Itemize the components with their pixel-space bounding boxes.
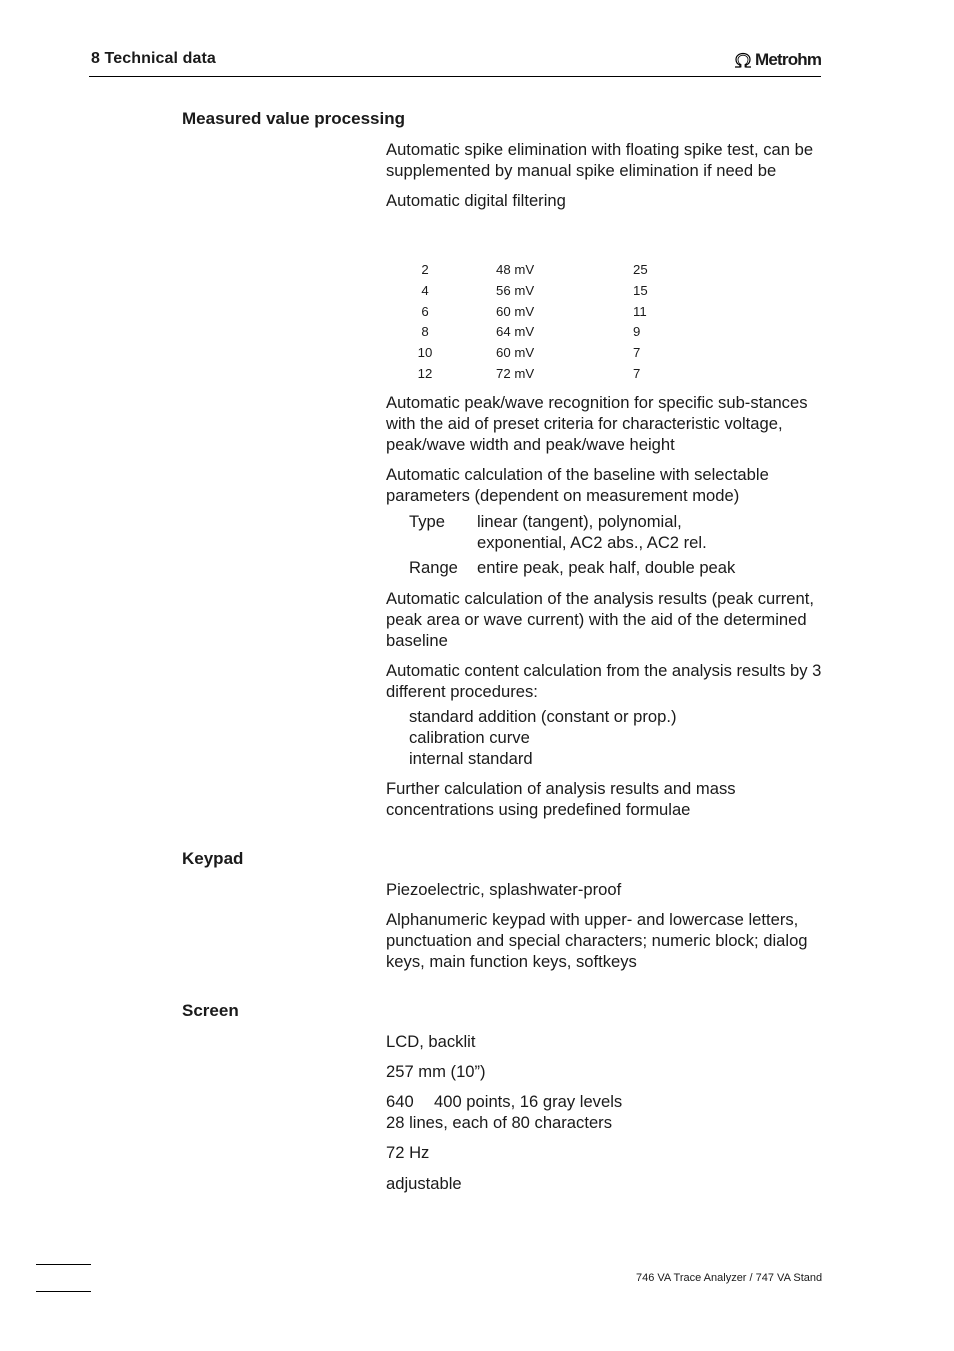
type-value-1: linear (tangent), polynomial, xyxy=(477,512,682,531)
table-cell: 15 xyxy=(633,282,648,298)
further-calc-text: Further calculation of analysis results and mass concentrations using predefined formulae xyxy=(386,779,736,819)
metrohm-logo xyxy=(733,50,821,70)
filter-table-row xyxy=(405,322,667,343)
footer-rule-top xyxy=(36,1264,91,1265)
range-label: Range xyxy=(409,557,458,577)
resolution-number: 640 xyxy=(386,1092,414,1111)
list-item: calibration curve xyxy=(409,727,530,747)
screen-contrast-text: adjustable xyxy=(386,1174,462,1193)
content-calc-text: Automatic content calculation from the analysis results by 3 different procedures: xyxy=(386,661,822,701)
keypad-type-text: Piezoelectric, splashwater-proof xyxy=(386,880,622,899)
screen-lines-text: 28 lines, each of 80 characters xyxy=(386,1112,612,1132)
section-heading-screen: Screen xyxy=(182,1001,239,1020)
filter-table-row xyxy=(405,364,667,385)
screen-display-text: LCD, backlit xyxy=(386,1032,476,1051)
keypad-description-text: Alphanumeric keypad with upper- and lowercase letters, punctuation and special characters; numeric block; dialog keys, main function keys, softkeys xyxy=(386,910,808,971)
baseline-range-row xyxy=(409,558,735,579)
baseline-type-row xyxy=(409,512,735,533)
type-label: Type xyxy=(409,512,445,531)
table-cell: 6 xyxy=(421,303,429,319)
analysis-results-text: Automatic calculation of the analysis results (peak current, peak area or wave current) with the aid of the determined baseline xyxy=(386,589,814,650)
baseline-params xyxy=(409,512,735,578)
table-cell: 25 xyxy=(633,262,648,277)
baseline-text: Automatic calculation of the baseline with selectable parameters (dependent on measurement mode) xyxy=(386,465,769,505)
table-cell: 10 xyxy=(417,345,433,361)
table-cell: 72 mV xyxy=(496,365,535,381)
footer-product-name: 746 VA Trace Analyzer / 747 VA Stand xyxy=(636,1272,823,1284)
screen-refresh-text: 72 Hz xyxy=(386,1143,430,1162)
table-cell: 4 xyxy=(421,282,429,298)
list-item: standard addition (constant or prop.) xyxy=(409,707,677,726)
baseline-type-row-2 xyxy=(409,533,735,554)
table-cell: 7 xyxy=(633,365,641,381)
procedure-list xyxy=(409,707,677,769)
logo-text: Metrohm xyxy=(755,50,822,69)
footer-rule-bottom xyxy=(36,1291,91,1292)
table-cell: 48 mV xyxy=(496,262,535,277)
table-cell: 9 xyxy=(633,324,641,340)
filter-table-row xyxy=(405,343,667,364)
peak-recognition-text: Automatic peak/wave recognition for specific sub-stances with the aid of preset criteria for characteristic voltage, peak/wave width and peak/wave height xyxy=(386,393,808,454)
table-cell: 64 mV xyxy=(496,324,535,340)
table-cell: 11 xyxy=(633,303,647,319)
table-cell: 12 xyxy=(417,365,433,381)
table-cell: 2 xyxy=(421,262,429,277)
digital-filtering-text: Automatic digital filtering xyxy=(386,191,566,210)
filter-table-row xyxy=(405,281,667,302)
table-cell: 60 mV xyxy=(496,303,535,319)
section-heading-measured: Measured value processing xyxy=(182,109,405,128)
filter-table-row xyxy=(405,260,667,281)
range-value: entire peak, peak half, double peak xyxy=(477,557,736,577)
table-cell: 56 mV xyxy=(496,282,535,298)
table-cell: 8 xyxy=(421,324,429,340)
list-item: internal standard xyxy=(409,748,533,768)
screen-size-text: 257 mm (10”) xyxy=(386,1062,486,1081)
omega-logo-icon xyxy=(733,52,753,68)
spike-elimination-text: Automatic spike elimination with floating spike test, can be supplemented by manual spike elimination if need be xyxy=(386,140,814,180)
resolution-text: 400 points, 16 gray levels xyxy=(434,1092,623,1111)
screen-resolution xyxy=(386,1092,826,1134)
section-heading-keypad: Keypad xyxy=(182,849,244,868)
filter-table-row xyxy=(405,302,667,323)
filter-table xyxy=(405,260,667,385)
header-rule xyxy=(89,76,821,77)
table-cell: 60 mV xyxy=(496,345,535,361)
table-cell: 7 xyxy=(633,345,641,361)
type-value-2: exponential, AC2 abs., AC2 rel. xyxy=(477,532,707,552)
page-section-title: 8 Technical data xyxy=(91,50,216,67)
resolution-row xyxy=(386,1092,826,1113)
